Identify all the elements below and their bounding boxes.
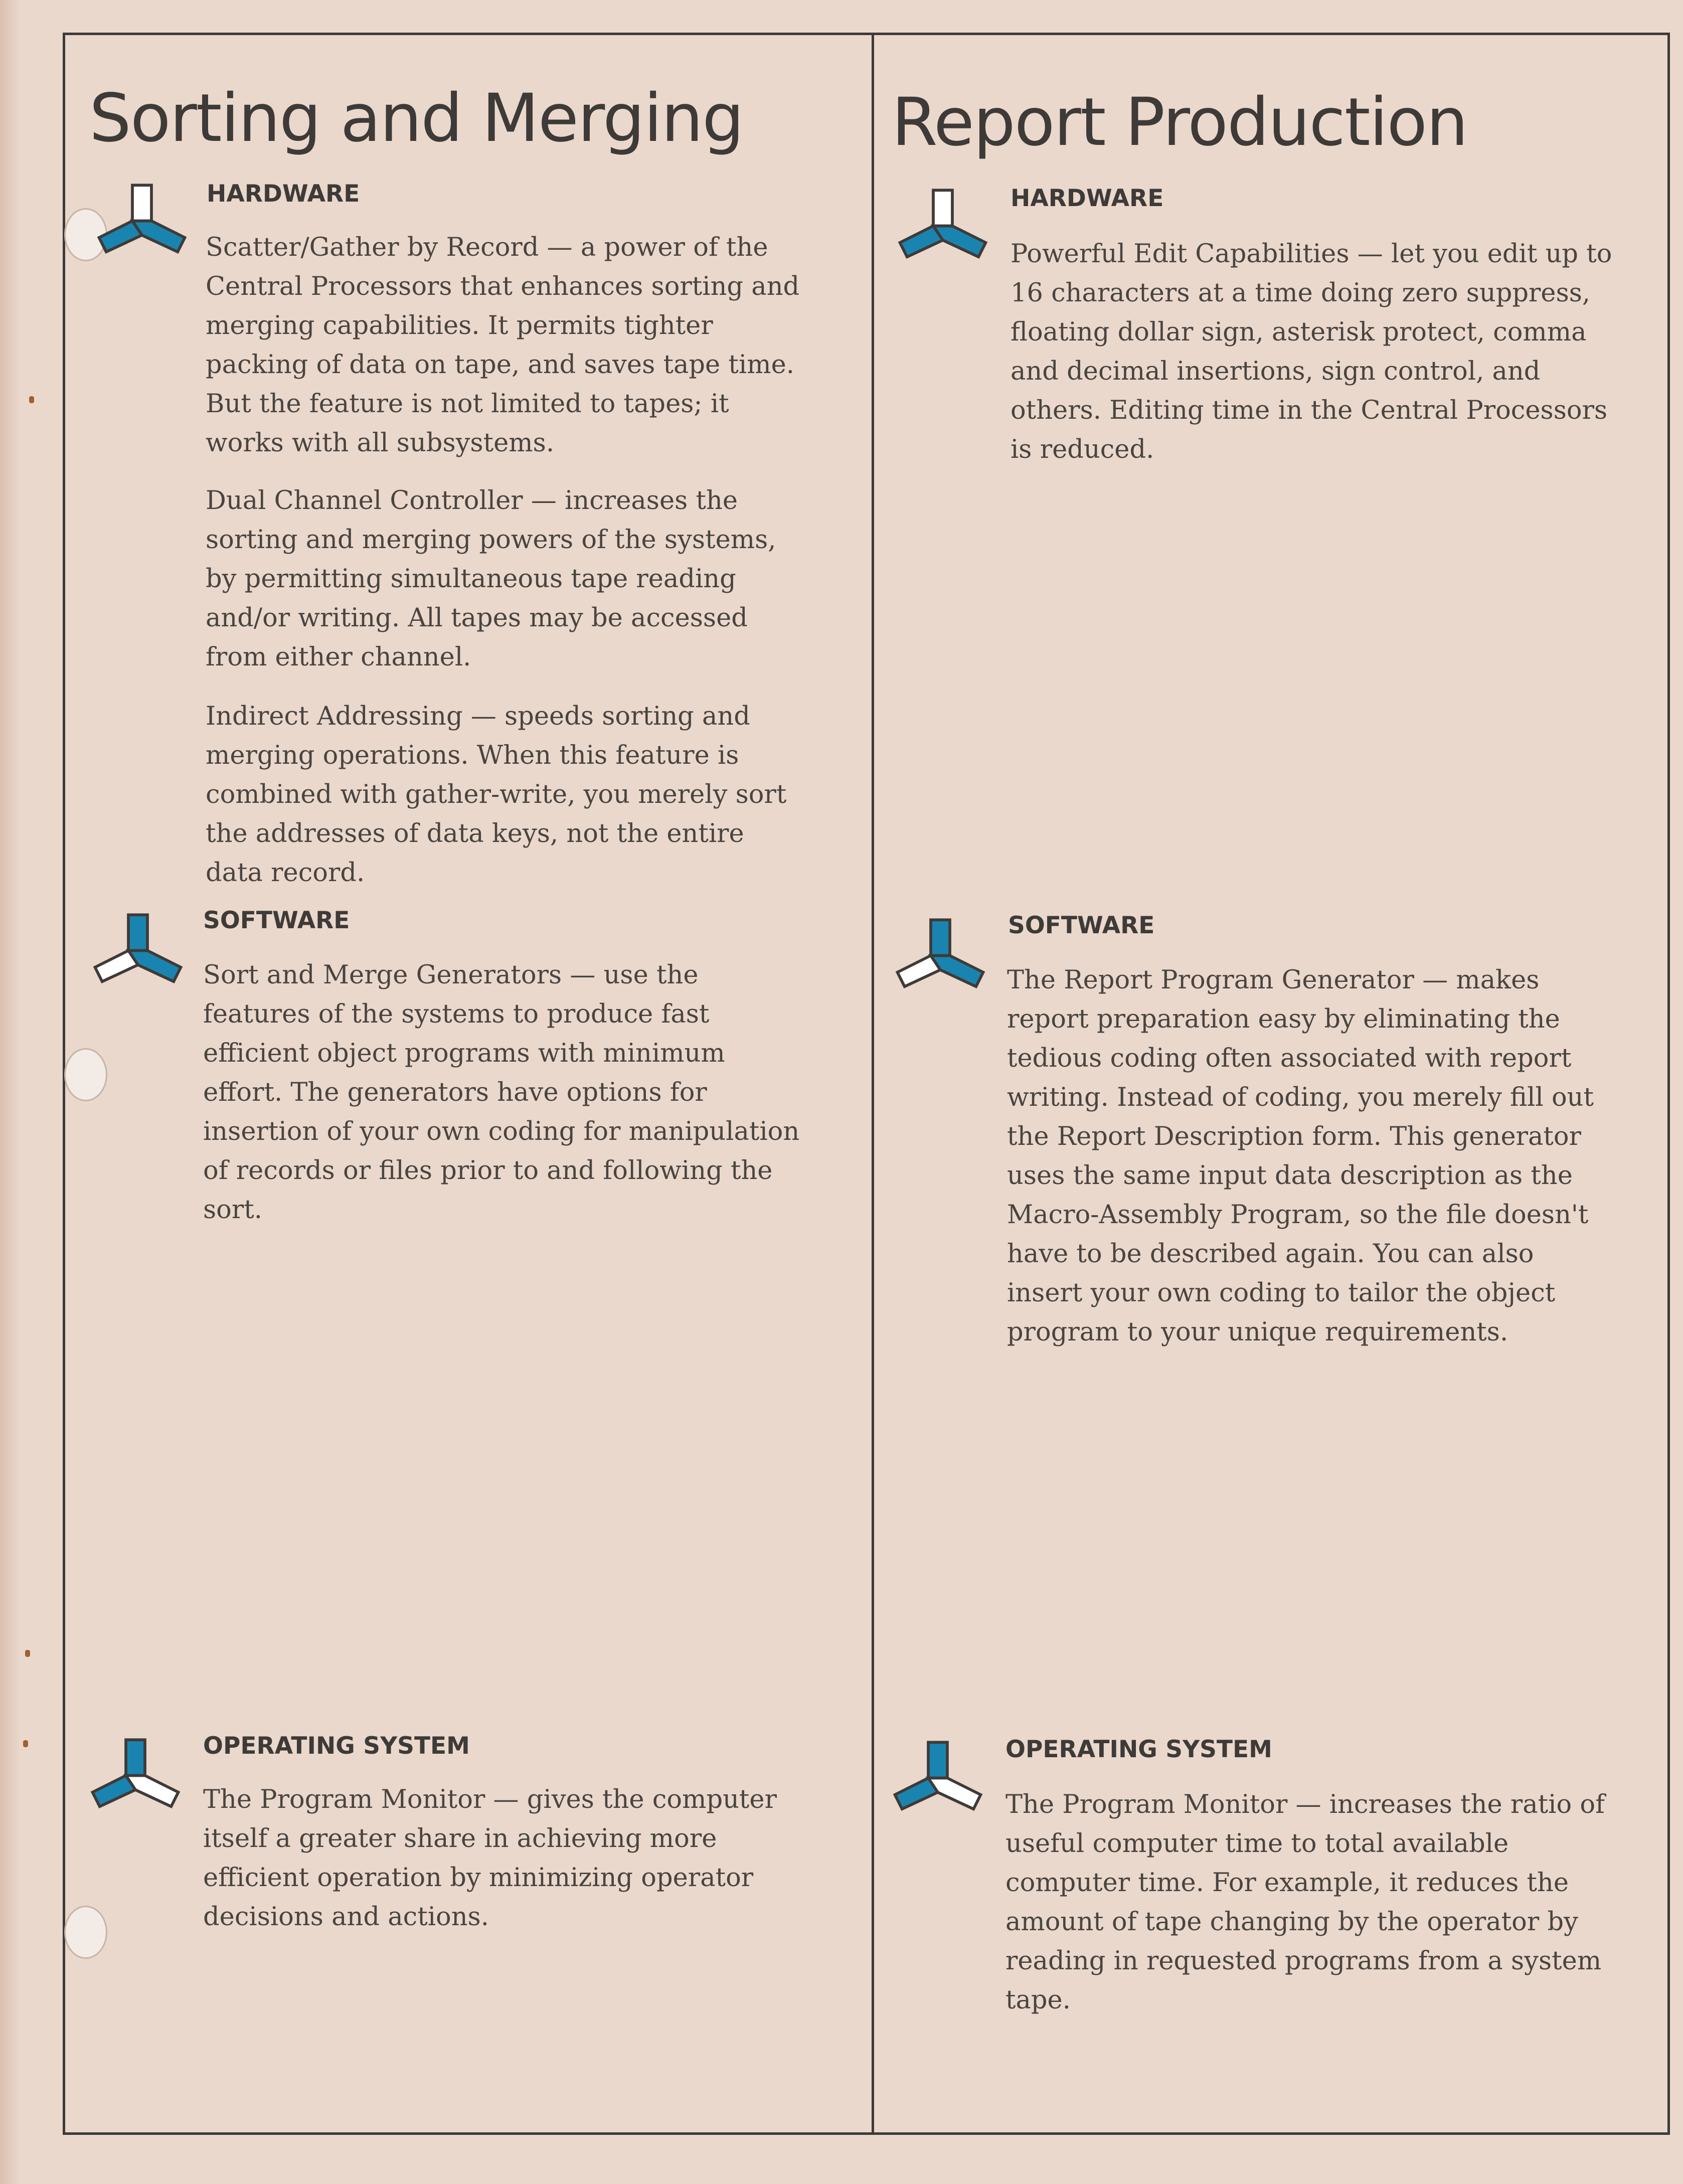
- paragraph-edit-capabilities: Powerful Edit Capabilities — let you edit up to 16 characters at a time doing zero suppress, floating dollar sign, asterisk protect, comma and decimal insertions, sign control, and others. Editing time in the Central Processors is reduced.: [1011, 239, 1612, 464]
- heading-operating-system: OPERATING SYSTEM: [1005, 1736, 1272, 1763]
- section-title-sorting-merging: Sorting and Merging: [89, 80, 743, 157]
- heading-software: SOFTWARE: [203, 907, 350, 934]
- paragraph-sort-merge-generators: Sort and Merge Generators — use the features of the systems to produce fast efficient object programs with minimum effort. The generators have options for insertion of your own coding for manipulation of records or files prior to and following the sort.: [203, 960, 800, 1225]
- binder-hole: [64, 1048, 107, 1101]
- hardware-icon: [94, 178, 190, 273]
- section-title-report-production: Report Production: [892, 84, 1467, 161]
- heading-hardware: HARDWARE: [207, 180, 360, 208]
- operating-system-icon: [88, 1733, 183, 1828]
- paragraph-scatter-gather: Scatter/Gather by Record — a power of the Central Processors that enhances sorting and merging capabilities. It permits tighter packing of data on tape, and saves tape time. But the feature is not limited to tapes; it works with all subsystems.: [206, 233, 800, 458]
- software-icon: [90, 908, 186, 1003]
- page-edge: [0, 0, 20, 2184]
- binder-hole: [64, 1906, 107, 1959]
- paper-mark: [23, 1740, 28, 1747]
- hardware-icon: [895, 183, 990, 278]
- heading-operating-system: OPERATING SYSTEM: [203, 1732, 470, 1760]
- operating-system-icon: [890, 1735, 985, 1830]
- heading-hardware: HARDWARE: [1011, 185, 1164, 212]
- paragraph-dual-channel: Dual Channel Controller — increases the sorting and merging powers of the systems, by permitting simultaneous tape reading and/or writing. All tapes may be accessed from either channel.: [206, 486, 776, 672]
- paragraph-report-program-generator: The Report Program Generator — makes report preparation easy by eliminating the tedious coding often associated with report writing. Instead of coding, you merely fill out the Report Description form. This generator uses the same input data description as the Macro-Assembly Program, so the file doesn't have to be described again. You can also insert your own coding to tailor the object program to your unique requirements.: [1007, 965, 1594, 1347]
- paragraph-program-monitor-left: The Program Monitor — gives the computer itself a greater share in achieving more efficient operation by minimizing operator decisions and actions.: [203, 1785, 777, 1932]
- paragraph-indirect-addressing: Indirect Addressing — speeds sorting and merging operations. When this feature is combined with gather-write, you merely sort the addresses of data keys, not the entire data record.: [206, 702, 787, 888]
- heading-software: SOFTWARE: [1008, 912, 1155, 939]
- paper-mark: [25, 1650, 30, 1657]
- paper-mark: [29, 396, 34, 403]
- paragraph-program-monitor-right: The Program Monitor — increases the ratio of useful computer time to total available computer time. For example, it reduces the amount of tape changing by the operator by reading in requested programs from a system tape.: [1005, 1790, 1605, 2015]
- software-icon: [893, 913, 988, 1008]
- column-divider: [872, 33, 874, 2135]
